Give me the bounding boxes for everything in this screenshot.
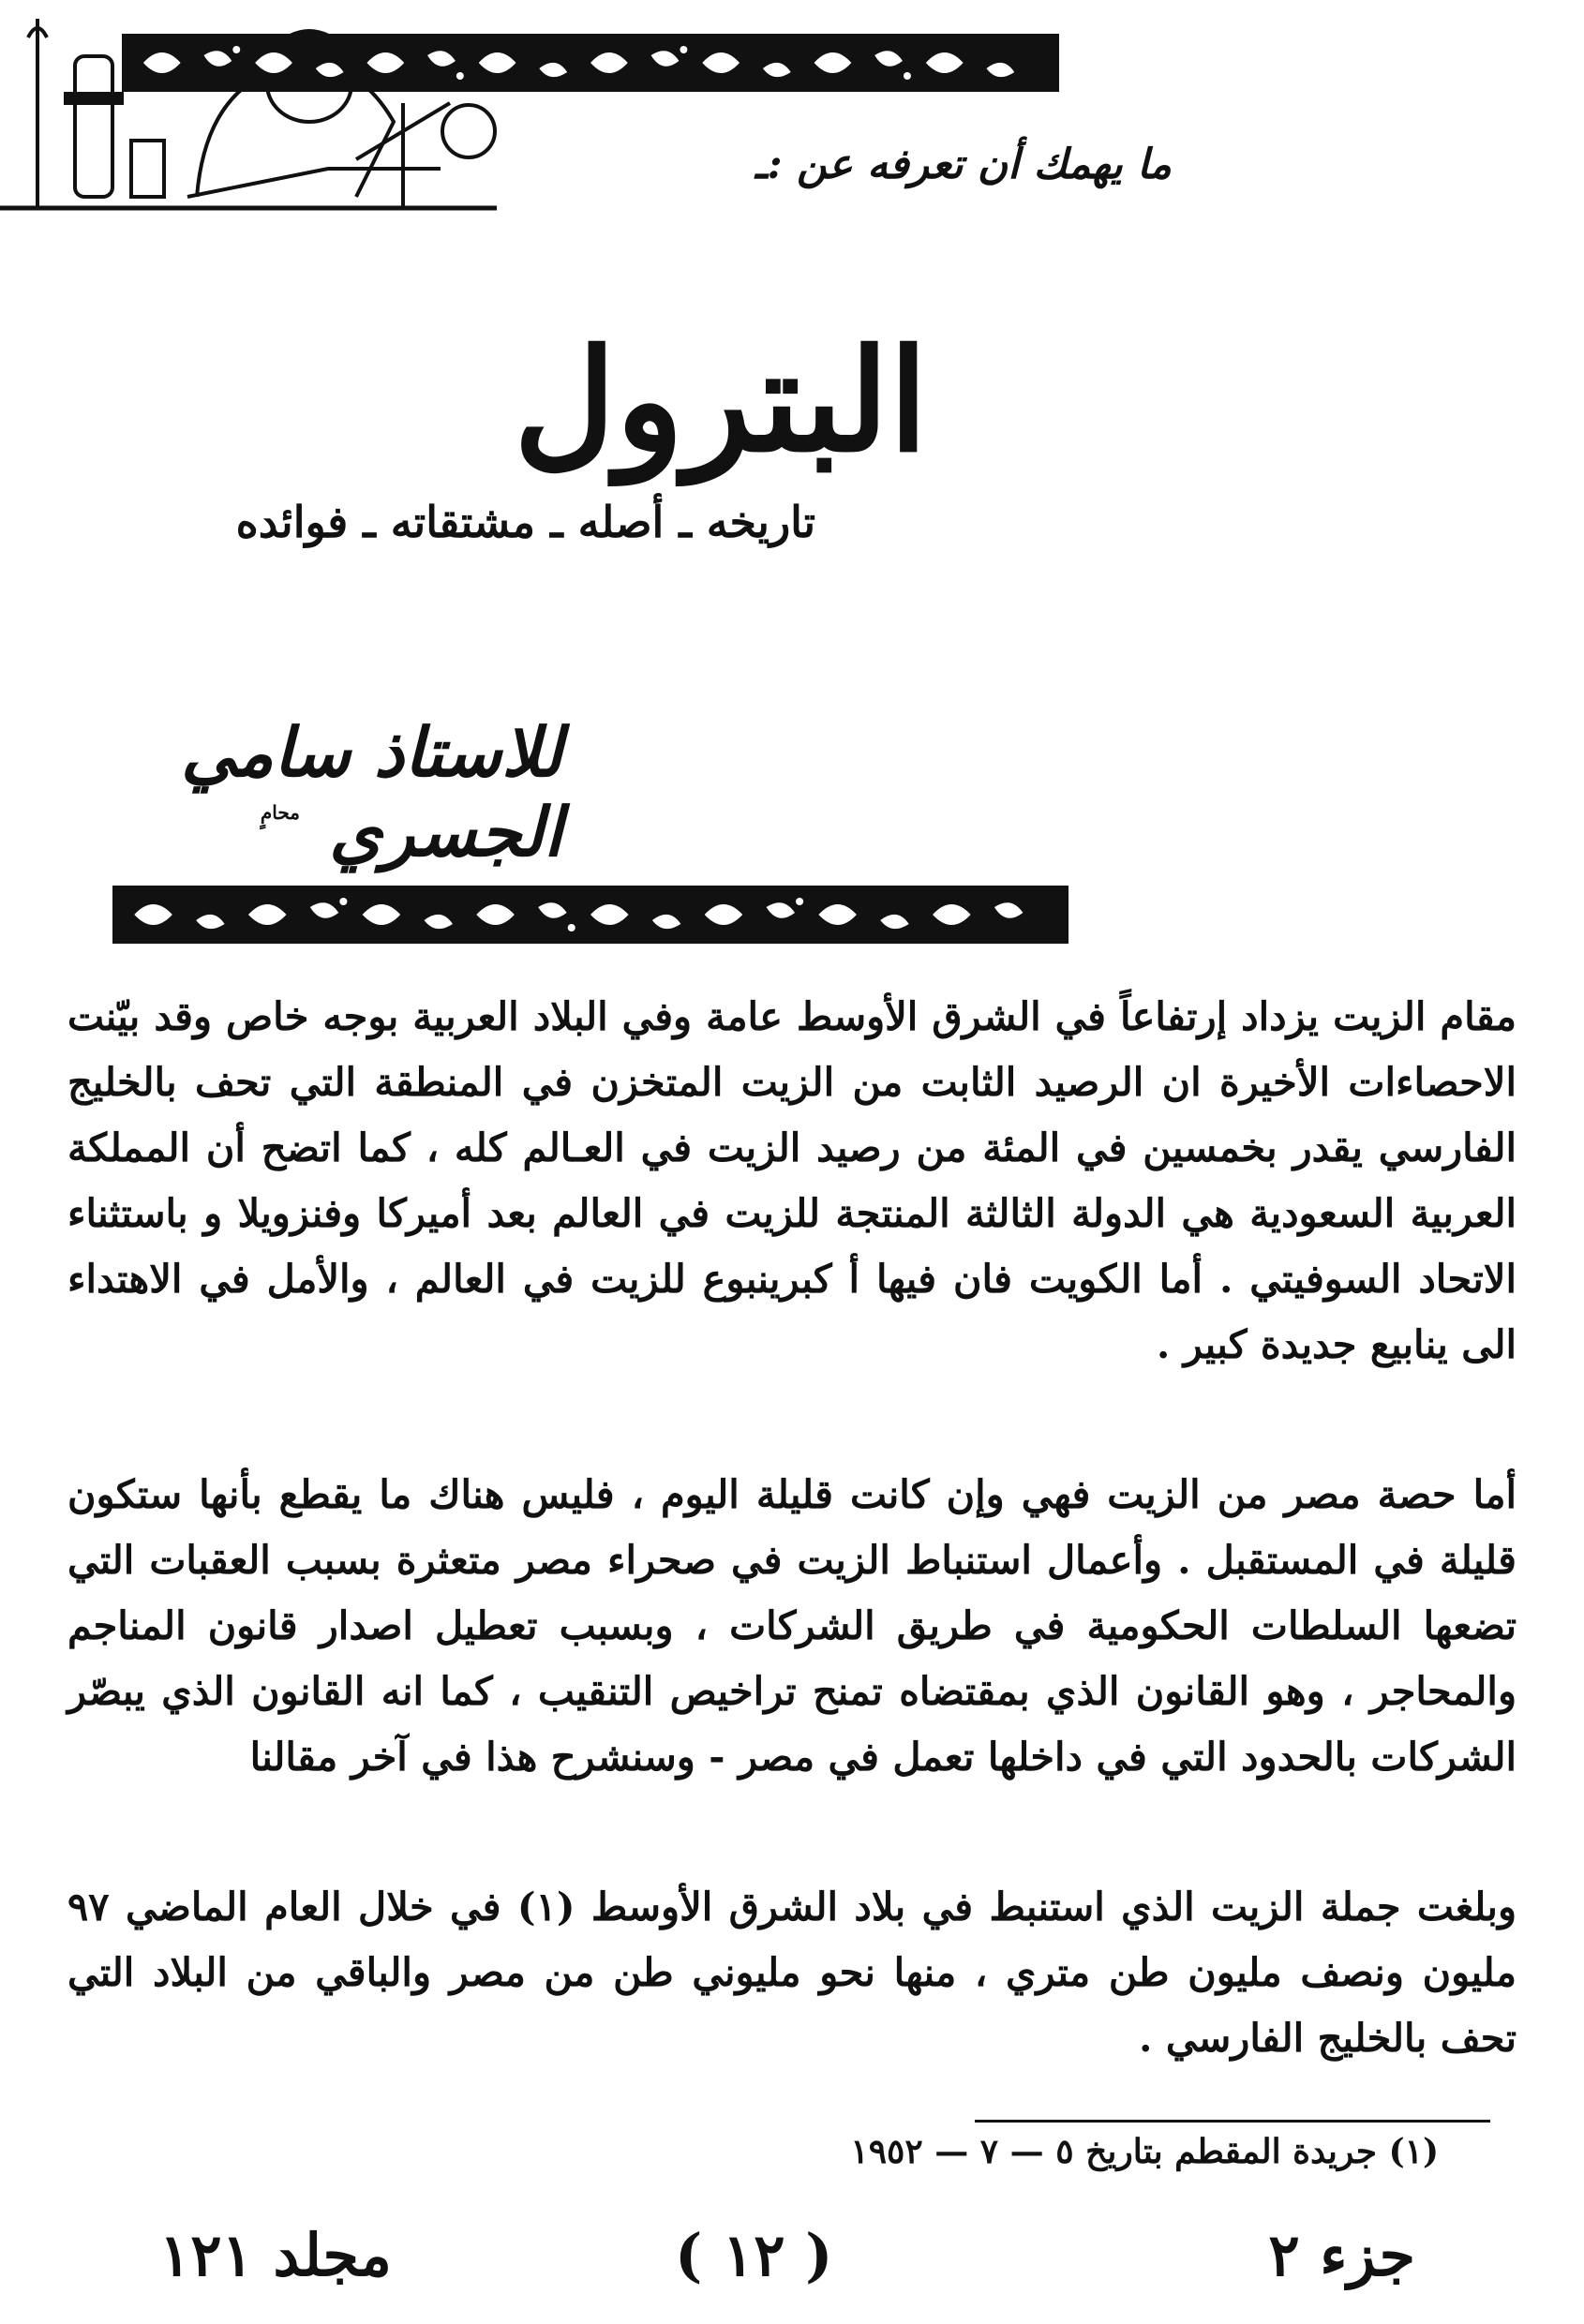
- author-byline: للاستاذ سامي الجسري: [181, 712, 562, 872]
- page-number: ( ١٢ ): [675, 2221, 833, 2289]
- leaf-vine-ornament-2: [115, 888, 1066, 941]
- article-subtitle: تاريخه ـ أصله ـ مشتقاته ـ فوائده: [235, 497, 815, 547]
- folio-volume: مجلد ١٢١: [159, 2221, 392, 2289]
- body-paragraph-3: وبلغت جملة الزيت الذي استنبط في بلاد الشرق الأوسط (١) في خلال العام الماضي ٩٧ مليون ونصف مليون طن متري ، منها نحو مليوني طن من مصر والباقي من البلاد التي تحف بالخليج الفارسي .: [67, 1884, 1517, 2061]
- overline-kicker: ما يهمك أن تعرفه عن :ـ: [755, 141, 1172, 188]
- folio-part: جزء ٢: [1268, 2221, 1415, 2289]
- chemist-illustration: [0, 0, 497, 216]
- section-ornament-banner: [112, 886, 1068, 944]
- author-title-note: محامٍ: [260, 801, 300, 824]
- top-ornament-banner: [122, 34, 1059, 92]
- leaf-vine-ornament: [125, 37, 1056, 89]
- article-title: البترول: [513, 319, 928, 484]
- body-paragraph-2: أما حصة مصر من الزيت فهي وإن كانت قليلة اليوم ، فليس هناك ما يقطع بأنها ستكون قليلة في المستقبل . وأعمال استنباط الزيت في صحراء مصر متعثرة بسبب العقبات التي تضعها السلطات الحكومية في طريق الشركات ، وبسبب تعطيل اصدار قانون المناجم والمحاجر ، وهو القانون الذي بمقتضاه تمنح تراخيص التنقيب ، كما انه القانون الذي يبصّر الشركات بالحدود التي في داخلها تعمل في مصر - وسنشرح هذا في آخر مقالنا: [67, 1471, 1517, 1780]
- footnote-rule: [975, 2120, 1490, 2123]
- footnote: (١) جريدة المقطم بتاريخ ٥ — ٧ — ١٩٥٢: [850, 2132, 1439, 2171]
- body-paragraph-1: مقام الزيت يزداد إرتفاعاً في الشرق الأوسط عامة وفي البلاد العربية بوجه خاص وقد بيّنت الاحصاءات الأخيرة ان الرصيد الثابت من الزيت المتخزن في المنطقة التي تحف بالخليج الفارسي يقدر بخمسين في المئة من رصيد الزيت في العـالم كله ، كما اتضح أن المملكة العربية السعودية هي الدولة الثالثة المنتجة للزيت في العالم بعد أميركا وفنزويلا و باستثناء الاتحاد السوفيتي . أما الكويت فان فيها أ كبرينبوع للزيت في العالم ، والأمل في الاهتداء الى ينابيع جديدة كبير .: [67, 993, 1517, 1367]
